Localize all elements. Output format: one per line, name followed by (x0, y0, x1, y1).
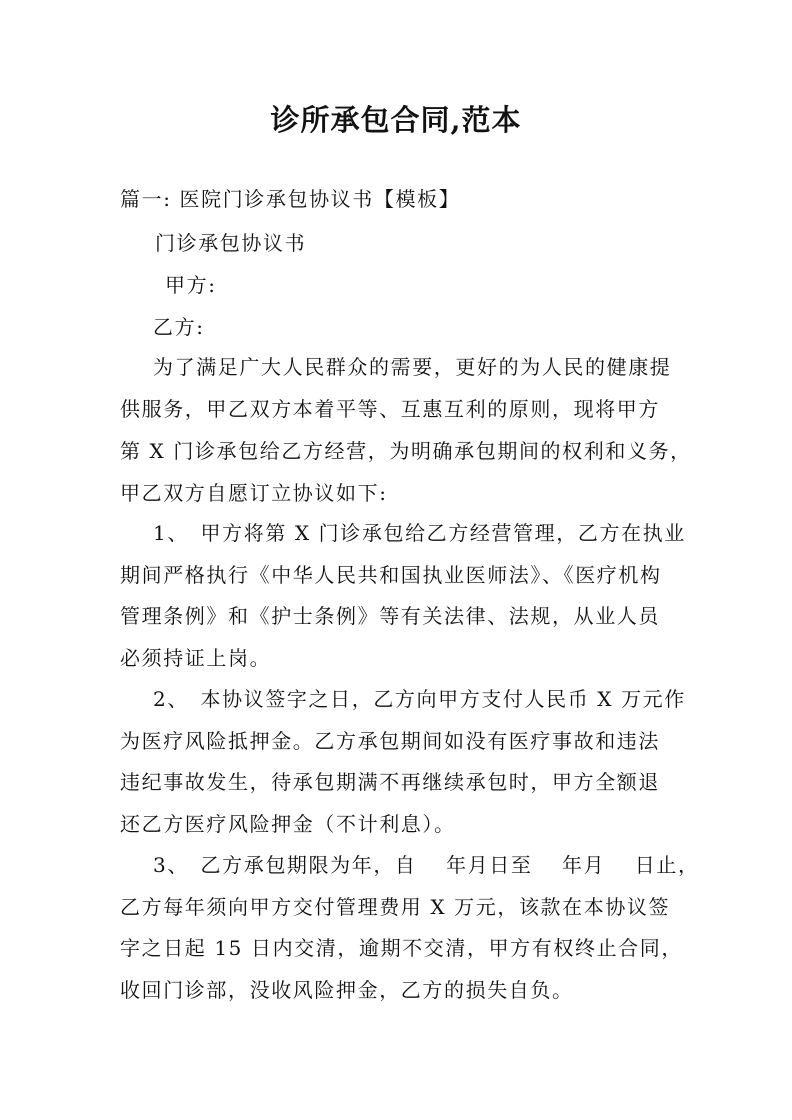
clause-line: 3、 乙方承包期限为年，自 年月日至 年月 日止， (153, 853, 700, 877)
clause-line: 期间严格执行《中华人民共和国执业医师法》、《医疗机构 (120, 563, 662, 587)
clause-line: 还乙方医疗风险押金（不计利息）。 (120, 812, 456, 836)
paragraph-line: 为了满足广大人民群众的需要，更好的为人民的健康提 (153, 355, 672, 379)
document-title: 诊所承包合同,范本 (270, 103, 522, 137)
clause-line: 违纪事故发生，待承包期满不再继续承包时，甲方全额退 (120, 770, 660, 794)
clause-line: 乙方每年须向甲方交付管理费用 X 万元，该款在本协议签 (120, 895, 671, 919)
party-b-label: 乙方: (153, 315, 205, 339)
party-a-label: 甲方: (165, 273, 217, 297)
clause-line: 管理条例》和《护士条例》等有关法律、法规，从业人员 (120, 604, 660, 628)
section-heading: 篇一: 医院门诊承包协议书【模板】 (120, 187, 461, 211)
clause-line: 1、 甲方将第 X 门诊承包给乙方经营管理，乙方在执业 (153, 521, 686, 545)
paragraph-line: 第 X 门诊承包给乙方经营，为明确承包期间的权利和义务， (120, 439, 692, 463)
clause-line: 字之日起 15 日内交清，逾期不交清，甲方有权终止合同， (120, 936, 683, 960)
clause-line: 2、 本协议签字之日，乙方向甲方支付人民币 X 万元作 (153, 687, 686, 711)
clause-line: 为医疗风险抵押金。乙方承包期间如没有医疗事故和违法 (120, 729, 660, 753)
clause-line: 收回门诊部，没收风险押金，乙方的损失自负。 (120, 978, 574, 1002)
paragraph-line: 甲乙双方自愿订立协议如下: (120, 481, 388, 505)
clause-line: 必须持证上岗。 (120, 646, 272, 670)
paragraph-line: 供服务，甲乙双方本着平等、互惠互利的原则，现将甲方 (120, 397, 660, 421)
agreement-heading: 门诊承包协议书 (155, 231, 307, 255)
